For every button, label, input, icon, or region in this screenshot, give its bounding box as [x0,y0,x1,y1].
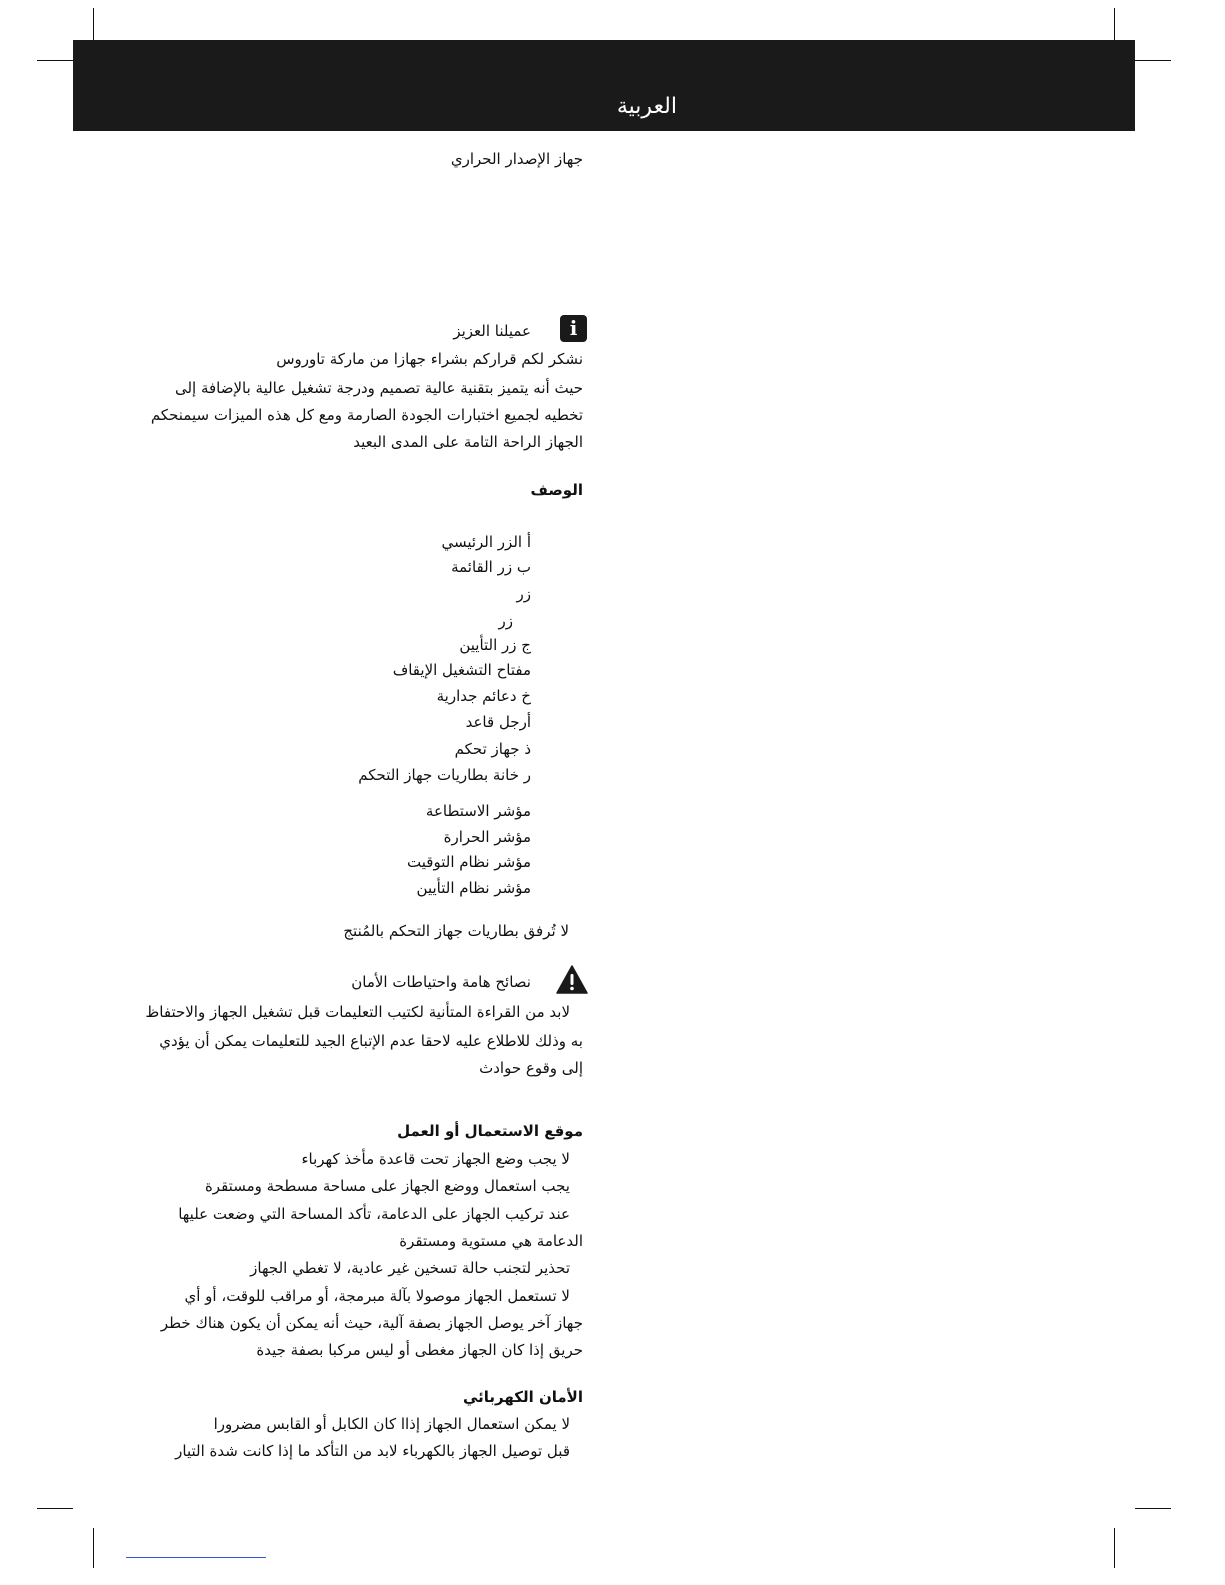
location-line: لا تستعمل الجهاز موصولا بآلة مبرمجة، أو مراقب للوقت، أو أي [184,1287,570,1305]
description-item: ج زر التأيين [459,636,531,654]
location-line: تحذير لتجنب حالة تسخين غير عادية، لا تغطي الجهاز [250,1259,570,1277]
location-line: الدعامة هي مستوية ومستقرة [399,1232,583,1250]
electrical-heading: الأمان الكهربائي [462,1388,583,1406]
language-title: العربية [616,94,677,119]
indicator-item: مؤشر الحرارة [443,828,531,846]
crop-mark [1114,8,1115,40]
indicator-item: مؤشر نظام التوقيت [407,853,531,871]
description-item: خ دعائم جدارية [436,687,531,705]
product-title: جهاز الإصدار الحراري [450,150,583,168]
safety-heading: نصائح هامة واحتياطات الأمان [351,973,531,991]
location-heading: موقع الاستعمال أو العمل [397,1122,583,1140]
description-item: ذ جهاز تحكم [454,740,531,758]
crop-mark [93,8,94,40]
indicator-item: مؤشر نظام التأيين [416,879,531,897]
description-item: مفتاح التشغيل الإيقاف [392,661,531,679]
location-line: لا يجب وضع الجهاز تحت قاعدة مأخذ كهرباء [301,1150,570,1168]
indicator-item: مؤشر الاستطاعة [425,802,531,820]
description-item: ر خانة بطاريات جهاز التحكم [358,766,531,784]
main-column [123,0,583,1585]
location-line: جهاز آخر يوصل الجهاز بصفة آلية، حيث أنه يمكن أن يكون هناك خطر [160,1314,583,1332]
bottom-rule [126,1557,266,1558]
description-heading: الوصف [530,481,583,499]
location-line: عند تركيب الجهاز على الدعامة، تأكد المساحة التي وضعت عليها [178,1205,570,1223]
intro-line: حيث أنه يتميز بتقنية عالية تصميم ودرجة تشغيل عالية بالإضافة إلى [174,379,583,397]
safety-line: به وذلك للاطلاع عليه لاحقا عدم الإتباع الجيد للتعليمات يمكن أن يؤدي [159,1032,583,1050]
description-item: زر [516,585,531,603]
electrical-line: قبل توصيل الجهاز بالكهرباء لابد من التأكد ما إذا كانت شدة التيار [175,1442,570,1460]
info-icon: i [560,315,587,342]
electrical-line: لا يمكن استعمال الجهاز إذاا كان الكابل أو القابس مضرورا [213,1415,570,1433]
intro-line: الجهاز الراحة التامة على المدى البعيد [353,433,583,451]
intro-greeting: عميلنا العزيز [453,322,531,340]
intro-line: نشكر لكم قراركم بشراء جهازا من ماركة تاوروس [276,350,583,368]
location-line: حريق إذا كان الجهاز مغطى أو ليس مركبا بصفة جيدة [256,1341,583,1359]
safety-line: إلى وقوع حوادث [479,1059,583,1077]
location-line: يجب استعمال ووضع الجهاز على مساحة مسطحة ومستقرة [204,1177,570,1195]
crop-mark [1135,60,1171,61]
crop-mark [1114,1528,1115,1568]
description-item: أرجل قاعد [465,713,531,731]
crop-mark [93,1528,94,1568]
battery-note: لا تُرفق بطاريات جهاز التحكم بالمُنتج [343,922,569,940]
description-item: ب زر القائمة [451,558,531,576]
description-item: زر [498,612,513,630]
crop-mark [37,1508,73,1509]
description-item: أ الزر الرئيسي [441,533,531,551]
crop-mark [37,60,73,61]
warning-icon [556,965,588,994]
intro-line: تخطيه لجميع اختبارات الجودة الصارمة ومع كل هذه الميزات سيمنحكم [150,406,583,424]
safety-line: لابد من القراءة المتأنية لكتيب التعليمات قبل تشغيل الجهاز والاحتفاظ [145,1003,570,1021]
crop-mark [1135,1508,1171,1509]
